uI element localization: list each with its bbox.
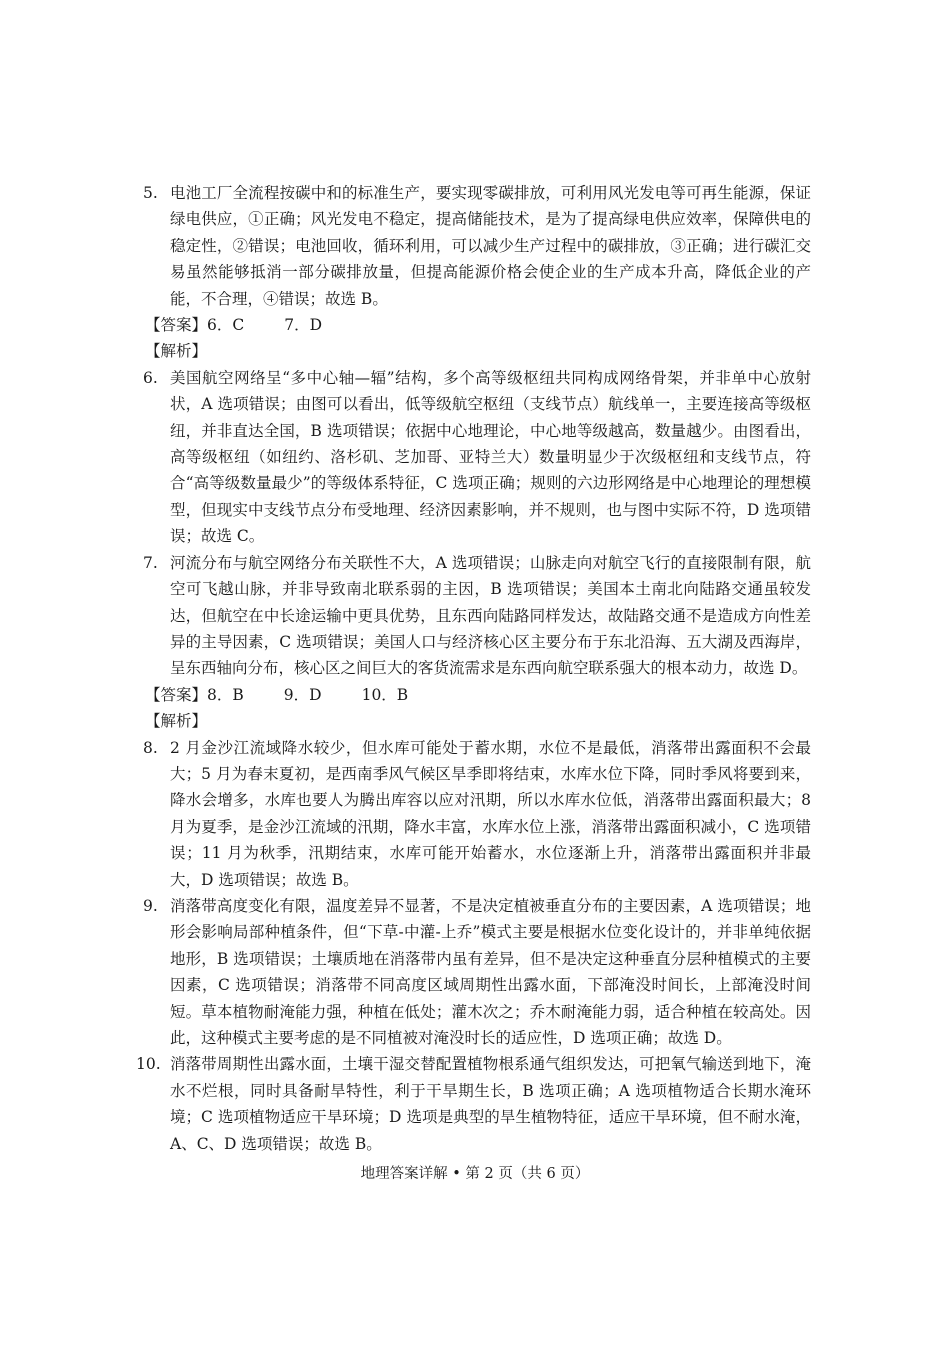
explanation-item-7 xyxy=(143,550,811,682)
explanation-item-5 xyxy=(143,180,811,312)
answer-7: 7．D xyxy=(284,316,323,335)
answer-6: 6．C xyxy=(207,316,245,335)
item-text: 河流分布与航空网络分布关联性不大，A 选项错误；山脉走向对航空飞行的直接限制有限，航空可飞越山脉，并非导致南北联系弱的主因，B 选项错误；美国本土南北向陆路交通虽较发达，但航空在中长途运输中更具优势，且东西向陆路同样发达，故陆路交通不是造成方向性差异的主导因素，C 选项错误；美国人口与经济核心区主要分布于东北沿海、五大湖及西海岸，呈东西轴向分布，核心区之间巨大的客货流需求是东西向航空联系强大的根本动力，故选 D。 xyxy=(170,553,811,678)
page-footer: 地理答案详解 • 第 2 页（共 6 页） xyxy=(360,1166,590,1182)
explanation-item-10 xyxy=(136,1051,811,1157)
item-number: 5. xyxy=(143,184,158,202)
item-number: 8. xyxy=(143,738,158,757)
item-number: 10. xyxy=(136,1055,161,1074)
answer-content xyxy=(136,180,811,1157)
item-text: 消落带高度变化有限，温度差异不显著，不是决定植被垂直分布的主要因素，A 选项错误；地形会影响局部种植条件，但“下草-中灌-上乔”模式主要是根据水位变化设计的，并非单纯依据地形，B 选项错误；土壤质地在消落带内虽有差异，但不是决定这种垂直分层种植模式的主要因素，C 选项错误；消落带不同高度区域周期性出露水面，下部淹没时间长，上部淹没时间短。草本植物耐淹能力强，种植在低处；灌木次之；乔木耐淹能力弱，适合种植在较高处。因此，这种模式主要考虑的是不同植被对淹没时长的适应性，D 选项正确；故选 D。 xyxy=(170,896,811,1047)
answer-line-8-10 xyxy=(143,682,811,708)
item-text: 美国航空网络呈“多中心轴—辐”结构，多个高等级枢纽共同构成网络骨架，并非单中心放射状，A 选项错误；由图可以看出，低等级航空枢纽（支线节点）航线单一，主要连接高等级枢纽，并非直达全国，B 选项错误；依据中心地理论，中心地等级越高，数量越少。由图看出，高等级枢纽（如纽约、洛杉矶、芝加哥、亚特兰大）数量明显少于次级枢纽和支线节点，符合“高等级数量最少”的等级体系特征，C 选项正确；规则的六边形网络是中心地理论的理想模型，但现实中支线节点分布受地理、经济因素影响，并不规则，也与图中实际不符，D 选项错误；故选 C。 xyxy=(170,368,811,546)
item-number: 7. xyxy=(143,553,158,572)
item-text: 电池工厂全流程按碳中和的标准生产，要实现零碳排放，可利用风光发电等可再生能源，保证绿电供应，①正确；风光发电不稳定，提高储能技术，是为了提高绿电供应效率，保障供电的稳定性，②错误；电池回收，循环利用，可以减少生产过程中的碳排放，③正确；进行碳汇交易虽然能够抵消一部分碳排放量，但提高能源价格会使企业的生产成本升高，降低企业的产能，不合理，④错误；故选 B。 xyxy=(170,184,811,308)
item-number: 9. xyxy=(143,896,158,915)
answer-line-6-7 xyxy=(143,312,811,338)
answer-label: 【答案】 xyxy=(145,685,208,704)
explanation-item-6 xyxy=(143,365,811,550)
analysis-label-6-7: 【解析】 xyxy=(145,342,208,361)
answer-label: 【答案】 xyxy=(145,316,208,335)
answer-9: 9．D xyxy=(283,685,322,704)
item-number: 6. xyxy=(143,368,158,387)
item-text: 2 月金沙江流域降水较少，但水库可能处于蓄水期，水位不是最低，消落带出露面积不会最大；5 月为春末夏初，是西南季风气候区旱季即将结束，水库水位下降，同时季风将要到来，降水会增多，水库也要人为腾出库容以应对汛期，所以水库水位低，消落带出露面积最大；8 月为夏季，是金沙江流域的汛期，降水丰富，水库水位上涨，消落带出露面积减小，C 选项错误；11 月为秋季，汛期结束，水库可能开始蓄水，水位逐渐上升，消落带出露面积并非最大，D 选项错误；故选 B。 xyxy=(170,738,811,889)
analysis-label-8-10: 【解析】 xyxy=(145,712,208,731)
explanation-item-9 xyxy=(143,893,811,1051)
answer-8: 8．B xyxy=(207,685,244,704)
item-text: 消落带周期性出露水面，土壤干湿交替配置植物根系通气组织发达，可把氧气输送到地下，淹水不烂根，同时具备耐旱特性，利于干旱期生长，B 选项正确；A 选项植物适合长期水淹环境；C 选项植物适应干旱环境；D 选项是典型的旱生植物特征，适应干旱环境，但不耐水淹，A、C、D 选项错误；故选 B。 xyxy=(170,1055,811,1153)
explanation-item-8 xyxy=(143,735,811,893)
answer-10: 10．B xyxy=(361,685,409,704)
